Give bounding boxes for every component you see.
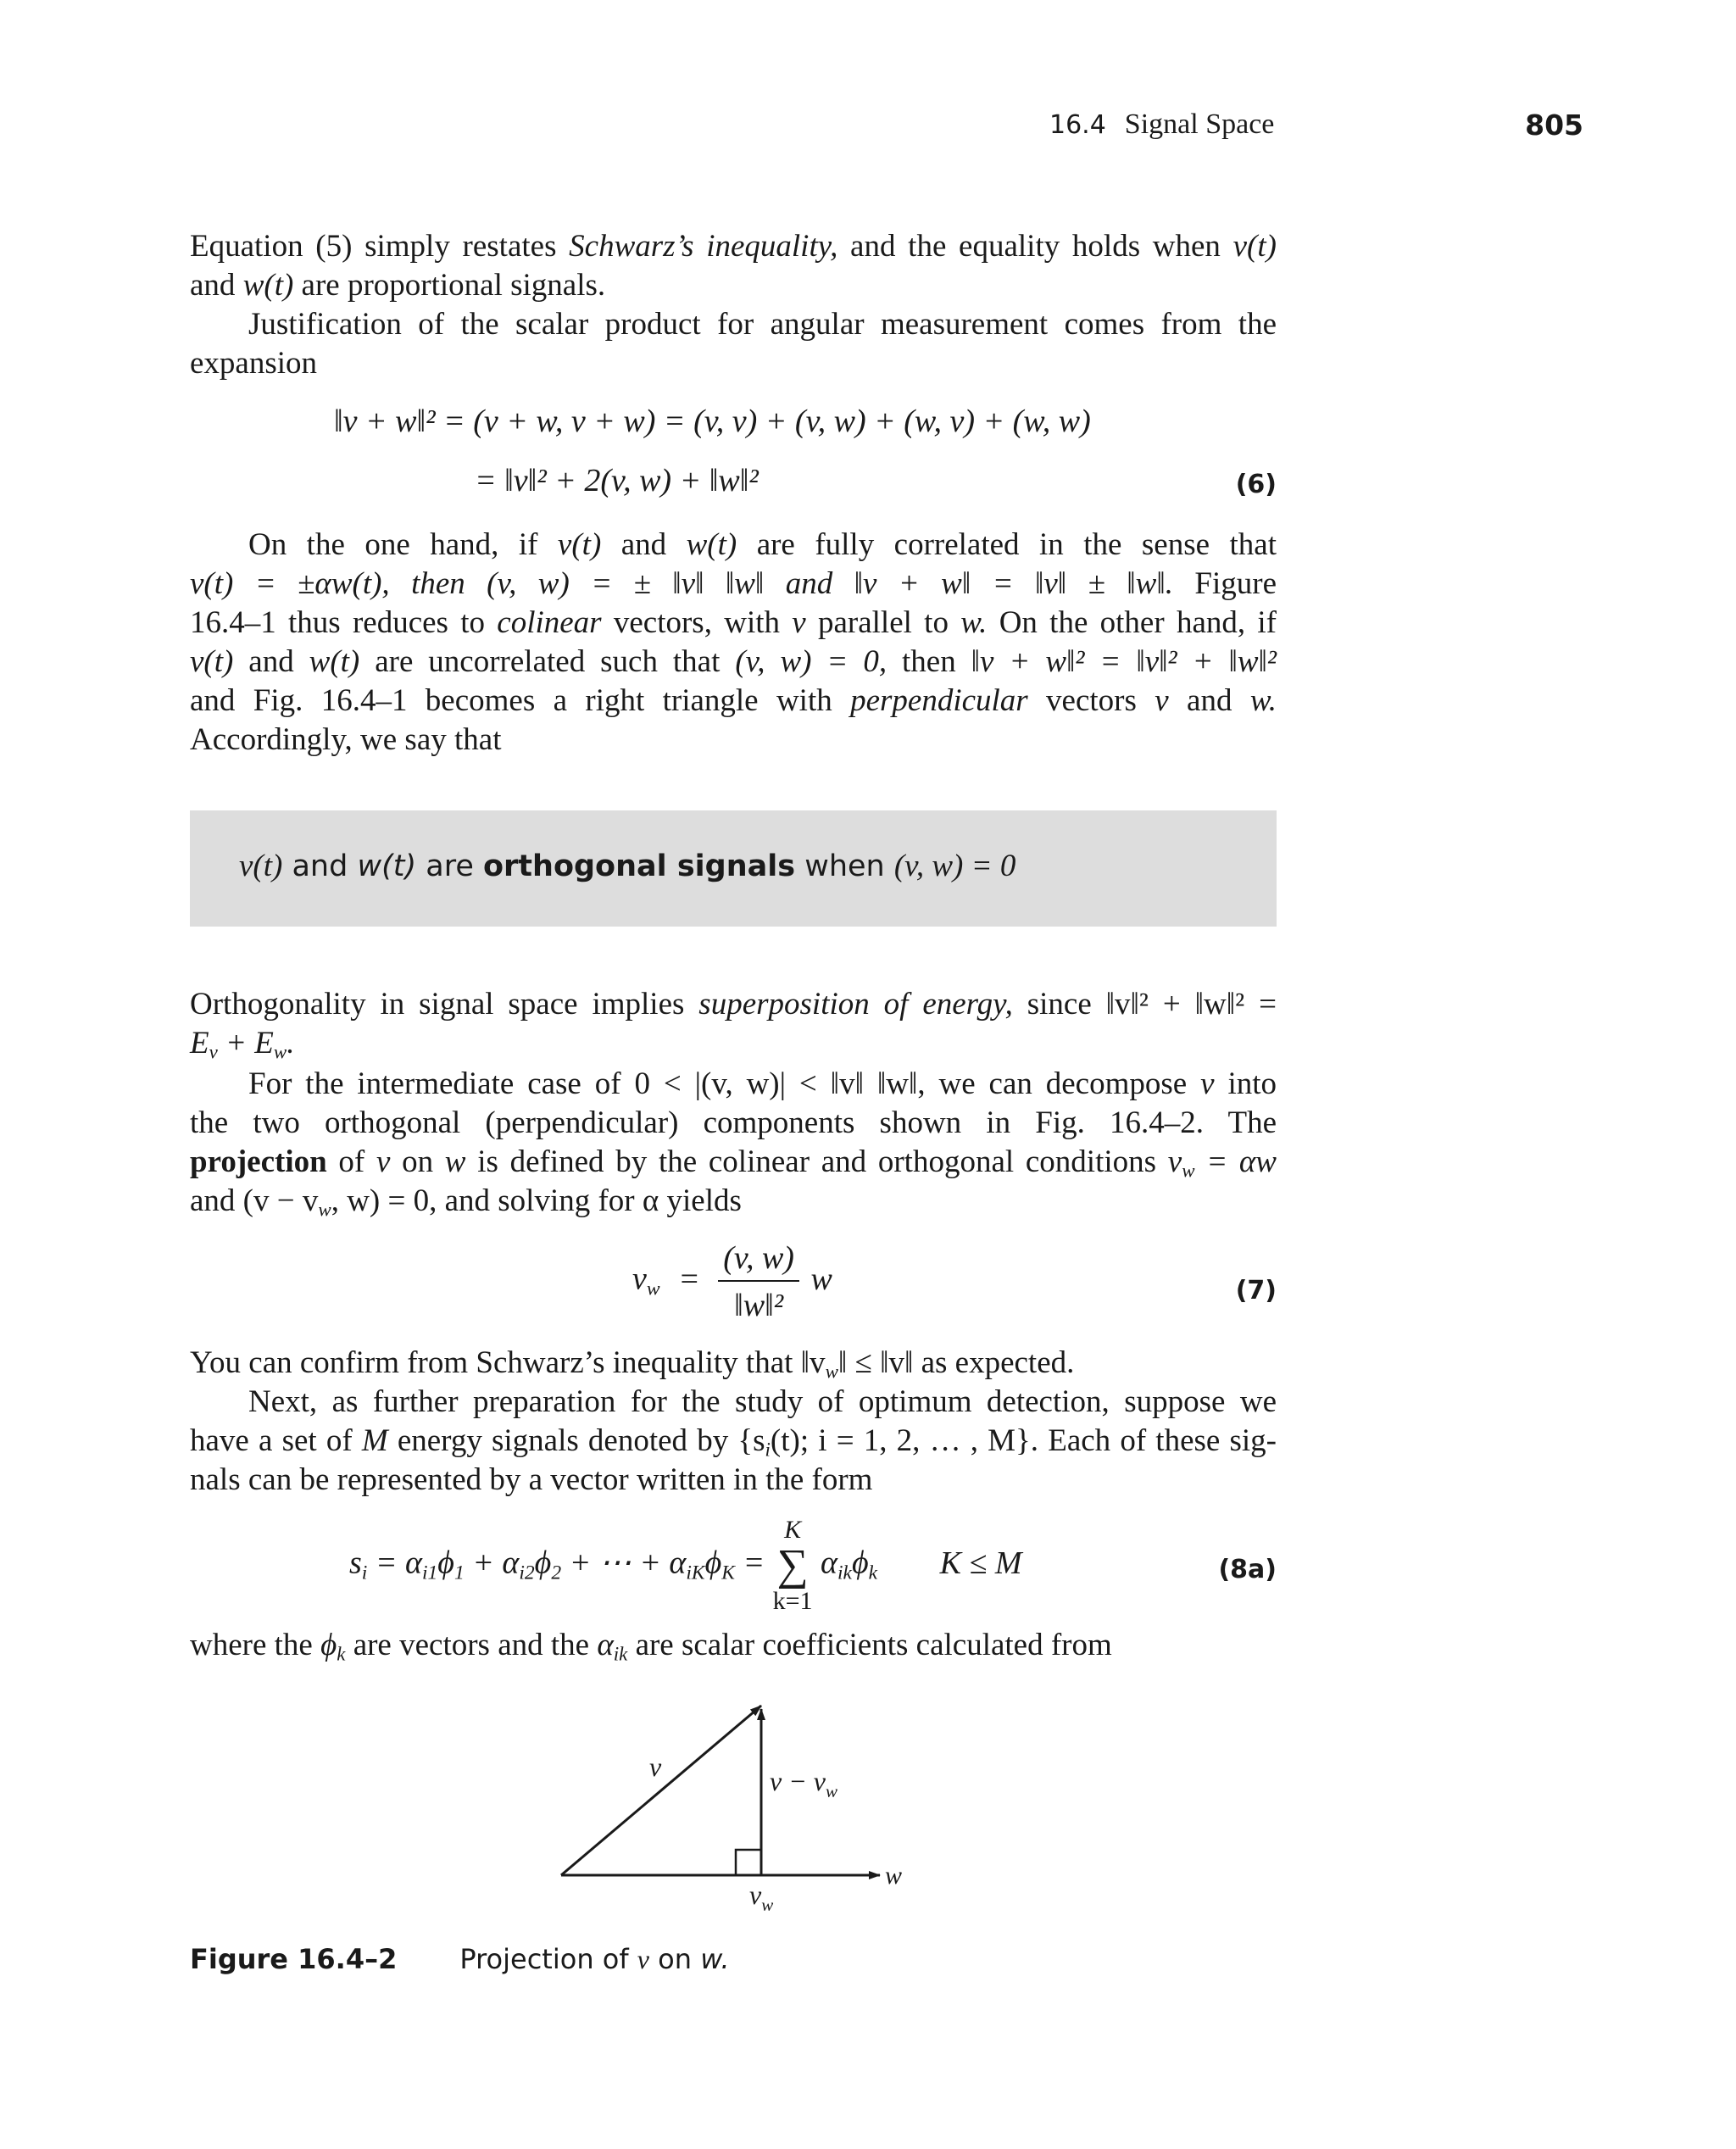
section-title: Signal Space (1124, 109, 1275, 140)
right-angle-mark (736, 1850, 761, 1875)
figure-caption (190, 1943, 729, 1975)
equation-6-number: (6) (1235, 470, 1277, 499)
equation-7: $v_w$ = $\frac{(v, w)}{\text{‖w‖²}}$ w (632, 1240, 832, 1323)
figure-caption-text: Projection of v on w. (459, 1943, 730, 1975)
equation-6-line-2: = ‖v‖² + 2(v, w) + ‖w‖² (475, 463, 759, 498)
projection-figure (542, 1695, 949, 1924)
label-v-minus-vw: $v - v_w$ (770, 1766, 838, 1801)
running-head (1049, 109, 1274, 141)
paragraph-energy-signals: Next, as further preparation for the study of optimum detection, suppose we have a set of M energy signals denoted by {$s_i(t)$; i = 1, 2, … , M}. Each of these sig- nals can be represented by a vector written in the form (190, 1384, 1277, 1497)
paragraph-justification: Justification of the scalar product for angular measurement comes from the expansion (190, 307, 1277, 381)
equation-6-line-1: ‖v + w‖² = (v + w, v + w) = (v, v) + (v, w) + (w, v) + (w, w) (334, 404, 1091, 439)
orthogonal-signals-definition: v(t) and w(t) are orthogonal signals when (v, w) = 0 (239, 849, 1016, 883)
paragraph-superposition: Orthogonality in signal space implies superposition of energy, since ‖v‖² + ‖w‖² = $E_v + E_w$. (190, 987, 1277, 1063)
orthogonal-signals-term: orthogonal signals (483, 849, 796, 883)
equation-8a: $s_i = \alpha_{i1}\phi_1 + \alpha_{i2}\phi_2$ + ⋯ + $\alpha_{iK}\phi_K = K$ ∑ k=1 $\alpha_{ik}\phi_k$ K ≤ M (349, 1516, 1022, 1615)
schwarz-inequality-term: Schwarz’s inequality, (569, 229, 838, 264)
paragraph-schwarz: Equation (5) simply restates Schwarz’s inequality, and the equality holds when v(t) and w(t) are proportional signals. (190, 229, 1277, 303)
label-w: w (885, 1862, 903, 1890)
label-v: v (649, 1751, 662, 1782)
equation-7-number: (7) (1235, 1276, 1277, 1306)
definition-box (190, 810, 1277, 927)
figure-label: Figure 16.4–2 (190, 1943, 398, 1975)
paragraph-where-phi: where the $\phi_k$ are vectors and the $\alpha_{ik}$ are scalar coefficients calculated from (190, 1628, 1112, 1665)
section-number: 16.4 (1049, 110, 1106, 140)
label-vw: $v_w$ (749, 1879, 774, 1915)
paragraph-confirm: You can confirm from Schwarz’s inequality that $‖v_w‖$ ≤ ‖v‖ as expected. (190, 1345, 1075, 1383)
paragraph-correlation: On the one hand, if v(t) and w(t) are fully correlated in the sense that v(t) = ±αw(t), then (v, w) = ± ‖v‖ ‖w‖ and ‖v + w‖ = ‖v‖ ± ‖w‖. Figure 16.4–1 thus reduces to colinear vectors, with v parallel to w. On the other hand, if v(t) and w(t) are uncorrelated such that (v, w) = 0, then ‖v + w‖² = ‖v‖² + ‖w‖² and Fig. 16.4–1 becomes a right triangle with perpendicular vectors v and w. Accordingly, we say that (190, 527, 1277, 757)
projection-term: projection (190, 1144, 327, 1179)
equation-7-fraction: $\frac{(v, w)}{\text{‖w‖²}}$ (718, 1239, 799, 1324)
vector-v-arrow (561, 1706, 761, 1875)
summation-symbol: K ∑ k=1 (772, 1516, 813, 1615)
paragraph-projection: For the intermediate case of 0 < |(v, w)| < ‖v‖ ‖w‖, we can decompose v into the two orthogonal (perpendicular) components shown in Fig. 16.4–2. The projection of v on w is defined by the colinear and orthogonal conditions $v_w = \alpha w$ and ($v - v_w$, w) = 0, and solving for α yields (190, 1066, 1277, 1221)
equation-8a-number: (8a) (1218, 1555, 1277, 1584)
page-number: 805 (1525, 109, 1583, 142)
